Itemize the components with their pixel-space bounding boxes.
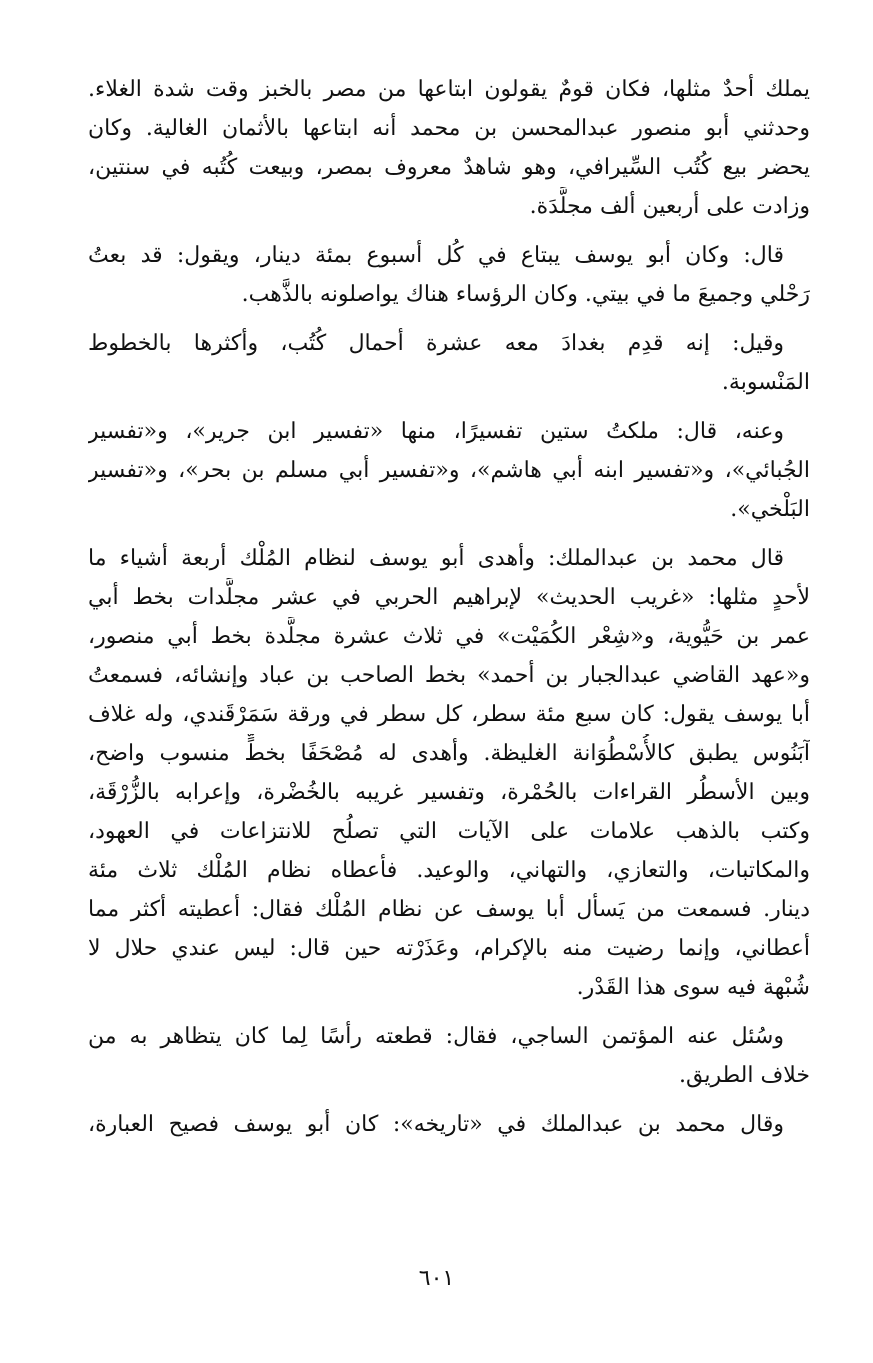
text-line: خلاف الطريق. xyxy=(679,1063,810,1088)
paragraph xyxy=(88,412,810,529)
text-line: دينار. فسمعت من يَسأل أبا يوسف عن نظام المُلْك فقال: أعطيته أكثر مما xyxy=(88,897,810,922)
text-line: لأحدٍ مثلها: «غريب الحديث» لإبراهيم الحربي في عشر مجلَّدات بخط أبي xyxy=(88,585,810,610)
text-line: و«عهد القاضي عبدالجبار بن أحمد» بخط الصاحب بن عباد وإنشائه، فسمعتُ xyxy=(88,663,810,688)
paragraph xyxy=(88,324,810,402)
paragraph xyxy=(88,539,810,1007)
text-line: وسُئل عنه المؤتمن الساجي، فقال: قطعته رأسًا لِما كان يتظاهر به من xyxy=(88,1024,784,1049)
text-line: أعطاني، وإنما رضيت منه بالإكرام، وعَذَرْته حين قال: ليس عندي حلال لا xyxy=(88,936,810,961)
page-number: ٦٠١ xyxy=(418,1266,455,1291)
paragraph xyxy=(88,1017,810,1095)
paragraph xyxy=(88,70,810,226)
text-line: البَلْخي». xyxy=(730,497,810,522)
text-line: وكتب بالذهب علامات على الآيات التي تصلُح للانتزاعات في العهود، xyxy=(88,819,810,844)
paragraph xyxy=(88,236,810,314)
text-line: وحدثني أبو منصور عبدالمحسن بن محمد أنه ابتاعها بالأثمان الغالية. وكان xyxy=(88,116,810,141)
text-line: شُبْهة فيه سوى هذا القَدْر. xyxy=(576,975,810,1000)
text-line: الجُبائي»، و«تفسير ابنه أبي هاشم»، و«تفسير أبي مسلم بن بحر»، و«تفسير xyxy=(88,458,810,483)
text-line: وقيل: إنه قدِم بغدادَ معه عشرة أحمال كُتُب، وأكثرها بالخطوط xyxy=(88,331,784,356)
text-line: وعنه، قال: ملكتُ ستين تفسيرًا، منها «تفسير ابن جرير»، و«تفسير xyxy=(88,419,784,444)
text-line: قال محمد بن عبدالملك: وأهدى أبو يوسف لنظام المُلْك أربعة أشياء ما xyxy=(88,546,784,571)
text-line: عمر بن حَيُّوية، و«شِعْر الكُمَيْت» في ثلاث عشرة مجلَّدة بخط أبي منصور، xyxy=(88,624,810,649)
text-line: وبين الأسطُر القراءات بالحُمْرة، وتفسير غريبه بالخُضْرة، وإعرابه بالزُّرْقَة، xyxy=(88,780,810,805)
text-line: أبا يوسف يقول: كان سبع مئة سطر، كل سطر في ورقة سَمَرْقَندي، وله غلاف xyxy=(88,702,810,727)
text-line: وزادت على أربعين ألف مجلَّدَة. xyxy=(529,194,810,219)
paragraph xyxy=(88,1105,810,1144)
text-line: وقال محمد بن عبدالملك في «تاريخه»: كان أبو يوسف فصيح العبارة، xyxy=(88,1112,784,1137)
text-line: آبَنُوس يطبق كالأُسْطُوَانة الغليظة. وأهدى له مُصْحَفًا بخطٍّ منسوب واضح، xyxy=(88,741,810,766)
text-line: قال: وكان أبو يوسف يبتاع في كُل أسبوع بمئة دينار، ويقول: قد بعتُ xyxy=(88,243,784,268)
text-line: يملك أحدٌ مثلها، فكان قومٌ يقولون ابتاعها من مصر بالخبز وقت شدة الغلاء. xyxy=(88,77,810,102)
text-line: والمكاتبات، والتعازي، والتهاني، والوعيد. فأعطاه نظام المُلْك ثلاث مئة xyxy=(88,858,810,883)
text-line: يحضر بيع كُتُب السِّيرافي، وهو شاهدٌ معروف بمصر، وبيعت كُتُبه في سنتين، xyxy=(88,155,810,180)
body-text xyxy=(88,70,810,1154)
text-line: المَنْسوبة. xyxy=(721,370,810,395)
text-line: رَحْلي وجميعَ ما في بيتي. وكان الرؤساء هناك يواصلونه بالذَّهب. xyxy=(241,282,810,307)
